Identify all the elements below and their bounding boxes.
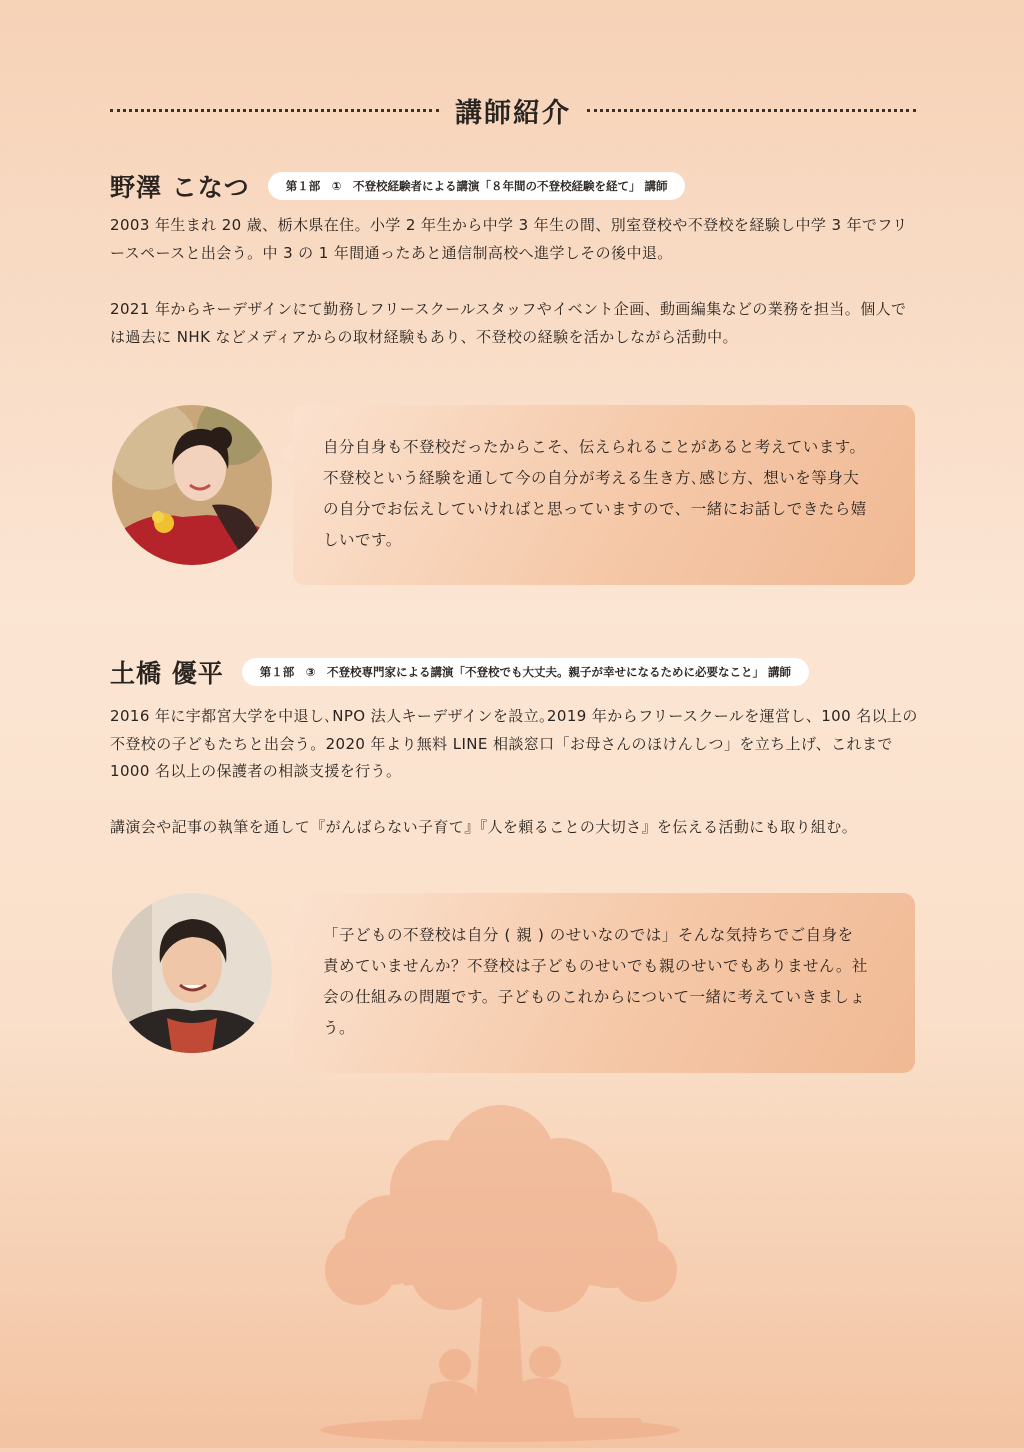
dotted-divider-right <box>587 109 916 112</box>
dotted-divider-left <box>110 109 439 112</box>
instructor-name: 土橋 優平 <box>110 659 224 688</box>
instructor-2-heading <box>110 654 809 690</box>
instructor-name: 野澤 こなつ <box>110 173 250 202</box>
instructor-bio: 2003 年生まれ 20 歳、栃木県在住。小学 2 年生から中学 3 年生の間、別室登校や不登校を経験し中学 3 年でフリースペースと出会う。中 3 の 1 年間通ったあと通信制高校へ進学しその後中退。 <box>110 216 908 262</box>
instructor-message: 自分自身も不登校だったからこそ、伝えられることがあると考えています。不登校という経験を通して今の自分が考える生き方､感じ方、想いを等身大の自分でお伝えしていければと思っていますので、一緒にお話しできたら嬉しいです。 <box>323 438 867 549</box>
session-tag: 第１部 ① 不登校経験者による講演「８年間の不登校経験を経て」 講師 <box>268 172 686 200</box>
instructor-bio: 講演会や記事の執筆を通して『がんばらない子育て』『人を頼ることの大切さ』を伝える活動にも取り組む。 <box>110 818 858 836</box>
instructor-photo-woman <box>112 405 272 565</box>
tree-silhouette-illustration <box>300 1100 700 1448</box>
message-bubble <box>293 893 915 1073</box>
section-title: 講師紹介 <box>455 97 571 129</box>
instructor-bio: 2021 年からキーデザインにて勤務しフリースクールスタッフやイベント企画、動画編集などの業務を担当。個人では過去に NHK などメディアからの取材経験もあり、不登校の経験を活かしながら活動中。 <box>110 300 907 346</box>
instructor-1-heading <box>110 168 685 204</box>
section-header <box>110 88 916 132</box>
instructor-bio: 2016 年に宇都宮大学を中退し､NPO 法人キーデザインを設立｡2019 年からフリースクールを運営し、100 名以上の不登校の子どもたちと出会う。2020 年より無料 LINE 相談窓口「お母さんのほけんしつ」を立ち上げ、これまで 1000 名以上の保護者の相談支援を行う。 <box>110 707 918 780</box>
instructor-message: 「子どもの不登校は自分 ( 親 ) のせいなのでは」そんな気持ちでご自身を責めていませんか？不登校は子どものせいでも親のせいでもありません。社会の仕組みの問題です。子どものこれからについて一緒に考えていきましょう。 <box>323 926 868 1037</box>
session-tag: 第１部 ③ 不登校専門家による講演「不登校でも大丈夫。親子が幸せになるために必要なこと」 講師 <box>242 658 809 686</box>
message-bubble <box>293 405 915 585</box>
instructor-photo-man <box>112 893 272 1053</box>
